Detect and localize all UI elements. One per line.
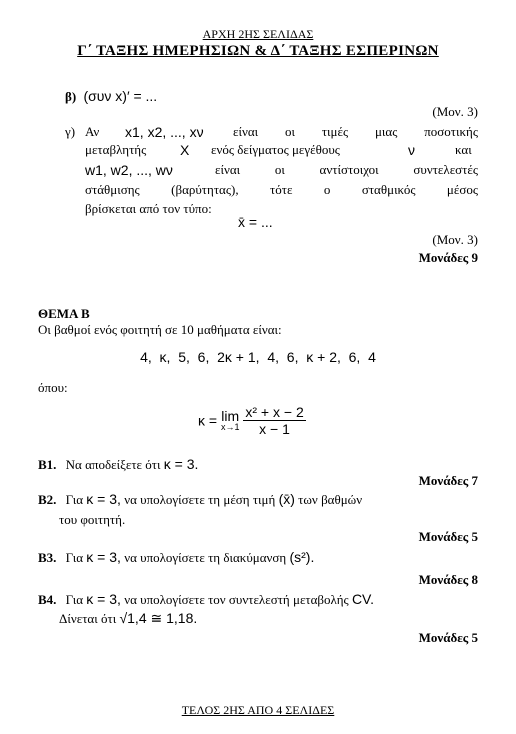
question-b3-symbol: (s²). [289,549,315,565]
part-g-line3-b: είναι οι αντίστοιχοι συντελεστές [215,162,478,177]
question-b1 [38,456,478,473]
limit-fraction [243,404,305,437]
theme-b-intro: Οι βαθμοί ενός φοιτητή σε 10 μαθήματα είναι: [38,322,282,337]
part-g-formula: x̄ = ... [238,214,273,230]
question-b3-text1: Για [65,550,84,565]
part-g-line2-b: ενός δείγματος μεγέθους [211,142,340,157]
fraction-denominator: x − 1 [259,421,290,437]
question-b4-given: Δίνεται ότι [59,611,117,626]
theme-b-title: ΘΕΜΑ Β [38,306,90,321]
part-b-expression: (συν x)′ = ... [83,88,158,104]
part-b-label: β) [65,89,77,104]
question-b3 [38,549,478,566]
limit-operator [221,409,240,432]
grades-list: 4, κ, 5, 6, 2κ + 1, 4, 6, κ + 2, 6, 4 [140,349,376,365]
question-b1-marks: Μονάδες 7 [418,473,478,488]
where-label: όπου: [38,380,68,395]
question-b3-text2: να υπολογίσετε τη διακύμανση [124,550,287,565]
part-b-marks: (Μον. 3) [432,104,478,119]
part-g-size-v: ν [408,142,415,158]
part-g-line3 [65,162,478,182]
question-b3-marks: Μονάδες 8 [418,572,478,587]
question-b4-symbol: CV. [351,591,374,607]
part-g-line2 [65,142,478,162]
question-b4-id: B4. [38,592,57,607]
question-b2-symbol: (x̄) [278,491,295,507]
page-header-title: Γ΄ ΤΑΞΗΣ ΗΜΕΡΗΣΙΩΝ & Δ΄ ΤΑΞΗΣ ΕΣΠΕΡΙΝΩΝ [77,43,439,59]
question-b2-id: B2. [38,492,57,507]
limit-word: lim [221,408,240,424]
part-g-total-marks: Μονάδες 9 [418,250,478,265]
part-g-label: γ) [65,124,76,139]
question-b4-marks: Μονάδες 5 [418,630,478,645]
question-b2-line2: του φοιτητή. [59,512,126,527]
part-b [65,88,157,105]
question-b1-text: Να αποδείξετε ότι [65,457,161,472]
part-g-line2-a: μεταβλητής [85,142,147,157]
part-g-marks: (Μον. 3) [432,232,478,247]
kappa-formula [198,404,306,437]
limit-subscript: x→1 [220,422,240,432]
question-b2 [38,491,478,508]
part-g [65,124,478,218]
part-g-x-values: x1, x2, ..., xν [125,124,204,140]
part-g-line2-c: και [455,142,472,157]
question-b1-math: κ = 3. [163,456,199,472]
question-b1-id: B1. [38,457,57,472]
question-b2-math: κ = 3, [86,491,121,507]
question-b4-text2: να υπολογίσετε τον συντελεστή μεταβολής [124,592,349,607]
question-b4-line2 [59,610,197,627]
fraction-numerator: x² + x − 2 [245,404,304,420]
question-b2-text3: των βαθμών [298,492,363,507]
part-g-w-values: w1, w2, ..., wν [85,162,173,178]
part-g-line1 [65,124,478,142]
part-g-line1-a: Αν [85,124,100,139]
question-b3-math: κ = 3, [86,549,121,565]
question-b3-id: B3. [38,550,57,565]
page-header-top: ΑΡΧΗ 2ΗΣ ΣΕΛΙΔΑΣ [202,27,314,41]
question-b2-text2: να υπολογίσετε τη μέση τιμή [124,492,276,507]
question-b4-text1: Για [65,592,84,607]
part-g-line4-text: στάθμισης (βαρύτητας), τότε ο σταθμικός μέσος [85,182,478,197]
question-b4 [38,591,478,608]
part-g-line4 [65,182,478,201]
part-g-variable-X: X [180,142,190,158]
kappa-lhs: κ = [198,412,218,429]
part-g-line1-b: είναι οι τιμές μιας ποσοτικής [233,124,478,139]
question-b4-math: κ = 3, [86,591,121,607]
question-b2-marks: Μονάδες 5 [418,529,478,544]
question-b2-text1: Για [65,492,84,507]
page-footer: ΤΕΛΟΣ 2ΗΣ ΑΠΟ 4 ΣΕΛΙΔΕΣ [181,703,335,717]
question-b4-sqrt: √1,4 ≅ 1,18. [119,610,198,626]
part-g-line5-text: βρίσκεται από τον τύπο: [85,201,212,216]
